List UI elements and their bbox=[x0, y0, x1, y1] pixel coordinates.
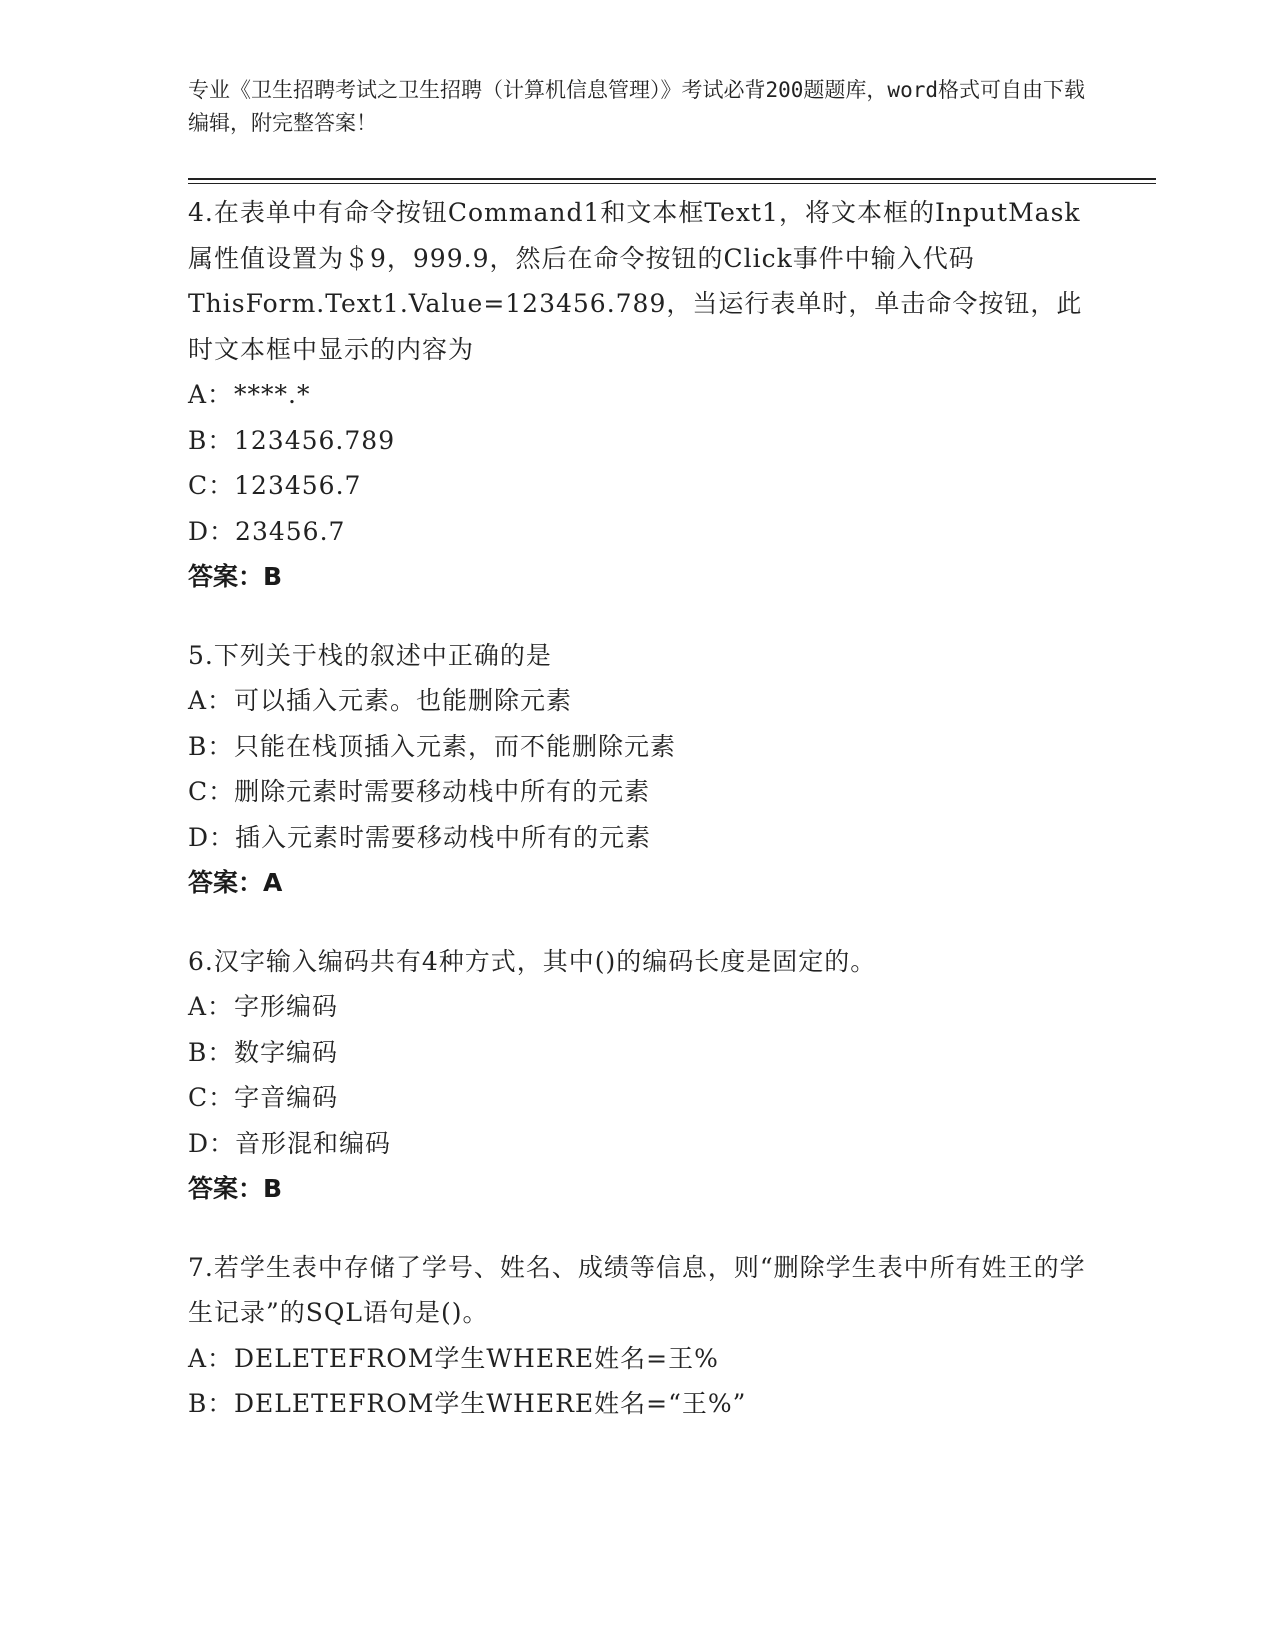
option-a bbox=[188, 678, 1088, 724]
option-text: 只能在栈顶插入元素，而不能删除元素 bbox=[234, 731, 677, 761]
option-text: ****.* bbox=[234, 380, 311, 409]
option-key: D： bbox=[188, 1128, 236, 1158]
option-c bbox=[188, 463, 1088, 509]
option-b bbox=[188, 1030, 1088, 1076]
option-text: 123456.7 bbox=[234, 471, 362, 500]
option-text: 数字编码 bbox=[234, 1037, 339, 1067]
option-d bbox=[188, 815, 1088, 861]
option-key: B： bbox=[188, 425, 234, 455]
answer-line: 答案：B bbox=[188, 1174, 283, 1203]
header-divider-thick bbox=[188, 178, 1156, 180]
option-key: A： bbox=[188, 380, 234, 409]
option-key: B： bbox=[188, 1389, 234, 1418]
question-7 bbox=[188, 1245, 1088, 1427]
question-stem: 7.若学生表中存储了学号、姓名、成绩等信息，则“删除学生表中所有姓王的学生记录”的SQL语句是()。 bbox=[188, 1252, 1086, 1327]
document-header bbox=[188, 74, 1088, 140]
question-stem: 5.下列关于栈的叙述中正确的是 bbox=[188, 640, 552, 670]
option-key: A： bbox=[188, 992, 234, 1021]
option-c bbox=[188, 1075, 1088, 1121]
option-b bbox=[188, 724, 1088, 770]
option-text: 字音编码 bbox=[234, 1083, 339, 1112]
question-5 bbox=[188, 633, 1088, 906]
option-a bbox=[188, 1336, 1088, 1382]
option-key: A： bbox=[188, 1343, 234, 1373]
answer-line: 答案：A bbox=[188, 868, 283, 897]
option-d bbox=[188, 509, 1088, 555]
option-text: 123456.789 bbox=[234, 425, 396, 455]
option-key: C： bbox=[188, 1083, 235, 1112]
header-divider-thin bbox=[188, 183, 1156, 184]
question-stem: 6.汉字输入编码共有4种方式，其中()的编码长度是固定的。 bbox=[188, 946, 877, 976]
option-key: C： bbox=[188, 777, 235, 806]
option-key: C： bbox=[188, 471, 235, 500]
option-text: DELETEFROM学生WHERE姓名=王% bbox=[234, 1343, 719, 1373]
option-key: A： bbox=[188, 686, 234, 715]
option-a bbox=[188, 984, 1088, 1030]
option-text: 字形编码 bbox=[234, 992, 339, 1021]
option-text: 删除元素时需要移动栈中所有的元素 bbox=[234, 777, 651, 806]
option-text: DELETEFROM学生WHERE姓名=“王%” bbox=[234, 1389, 747, 1418]
question-6 bbox=[188, 939, 1088, 1212]
question-stem: 4.在表单中有命令按钮Command1和文本框Text1，将文本框的InputMask属性值设置为＄9，999.9，然后在命令按钮的Click事件中输入代码ThisForm.Text1.Value=123456.789，当运行表单时，单击命令按钮，此时文本框中显示的内容为 bbox=[188, 198, 1083, 364]
option-key: B： bbox=[188, 731, 234, 761]
question-list bbox=[188, 190, 1088, 1460]
option-a bbox=[188, 372, 1088, 418]
option-text: 可以插入元素。也能删除元素 bbox=[234, 686, 573, 715]
option-text: 插入元素时需要移动栈中所有的元素 bbox=[235, 822, 652, 852]
header-text: 专业《卫生招聘考试之卫生招聘（计算机信息管理）》考试必背200题题库，word格式可自由下载编辑，附完整答案！ bbox=[188, 78, 1085, 135]
option-b bbox=[188, 418, 1088, 464]
option-text: 23456.7 bbox=[235, 516, 346, 546]
option-d bbox=[188, 1121, 1088, 1167]
option-text: 音形混和编码 bbox=[235, 1128, 392, 1158]
option-key: D： bbox=[188, 516, 236, 546]
option-b bbox=[188, 1381, 1088, 1427]
answer-line: 答案：B bbox=[188, 562, 283, 591]
option-c bbox=[188, 769, 1088, 815]
option-key: D： bbox=[188, 822, 236, 852]
option-key: B： bbox=[188, 1037, 234, 1067]
question-4 bbox=[188, 190, 1088, 600]
